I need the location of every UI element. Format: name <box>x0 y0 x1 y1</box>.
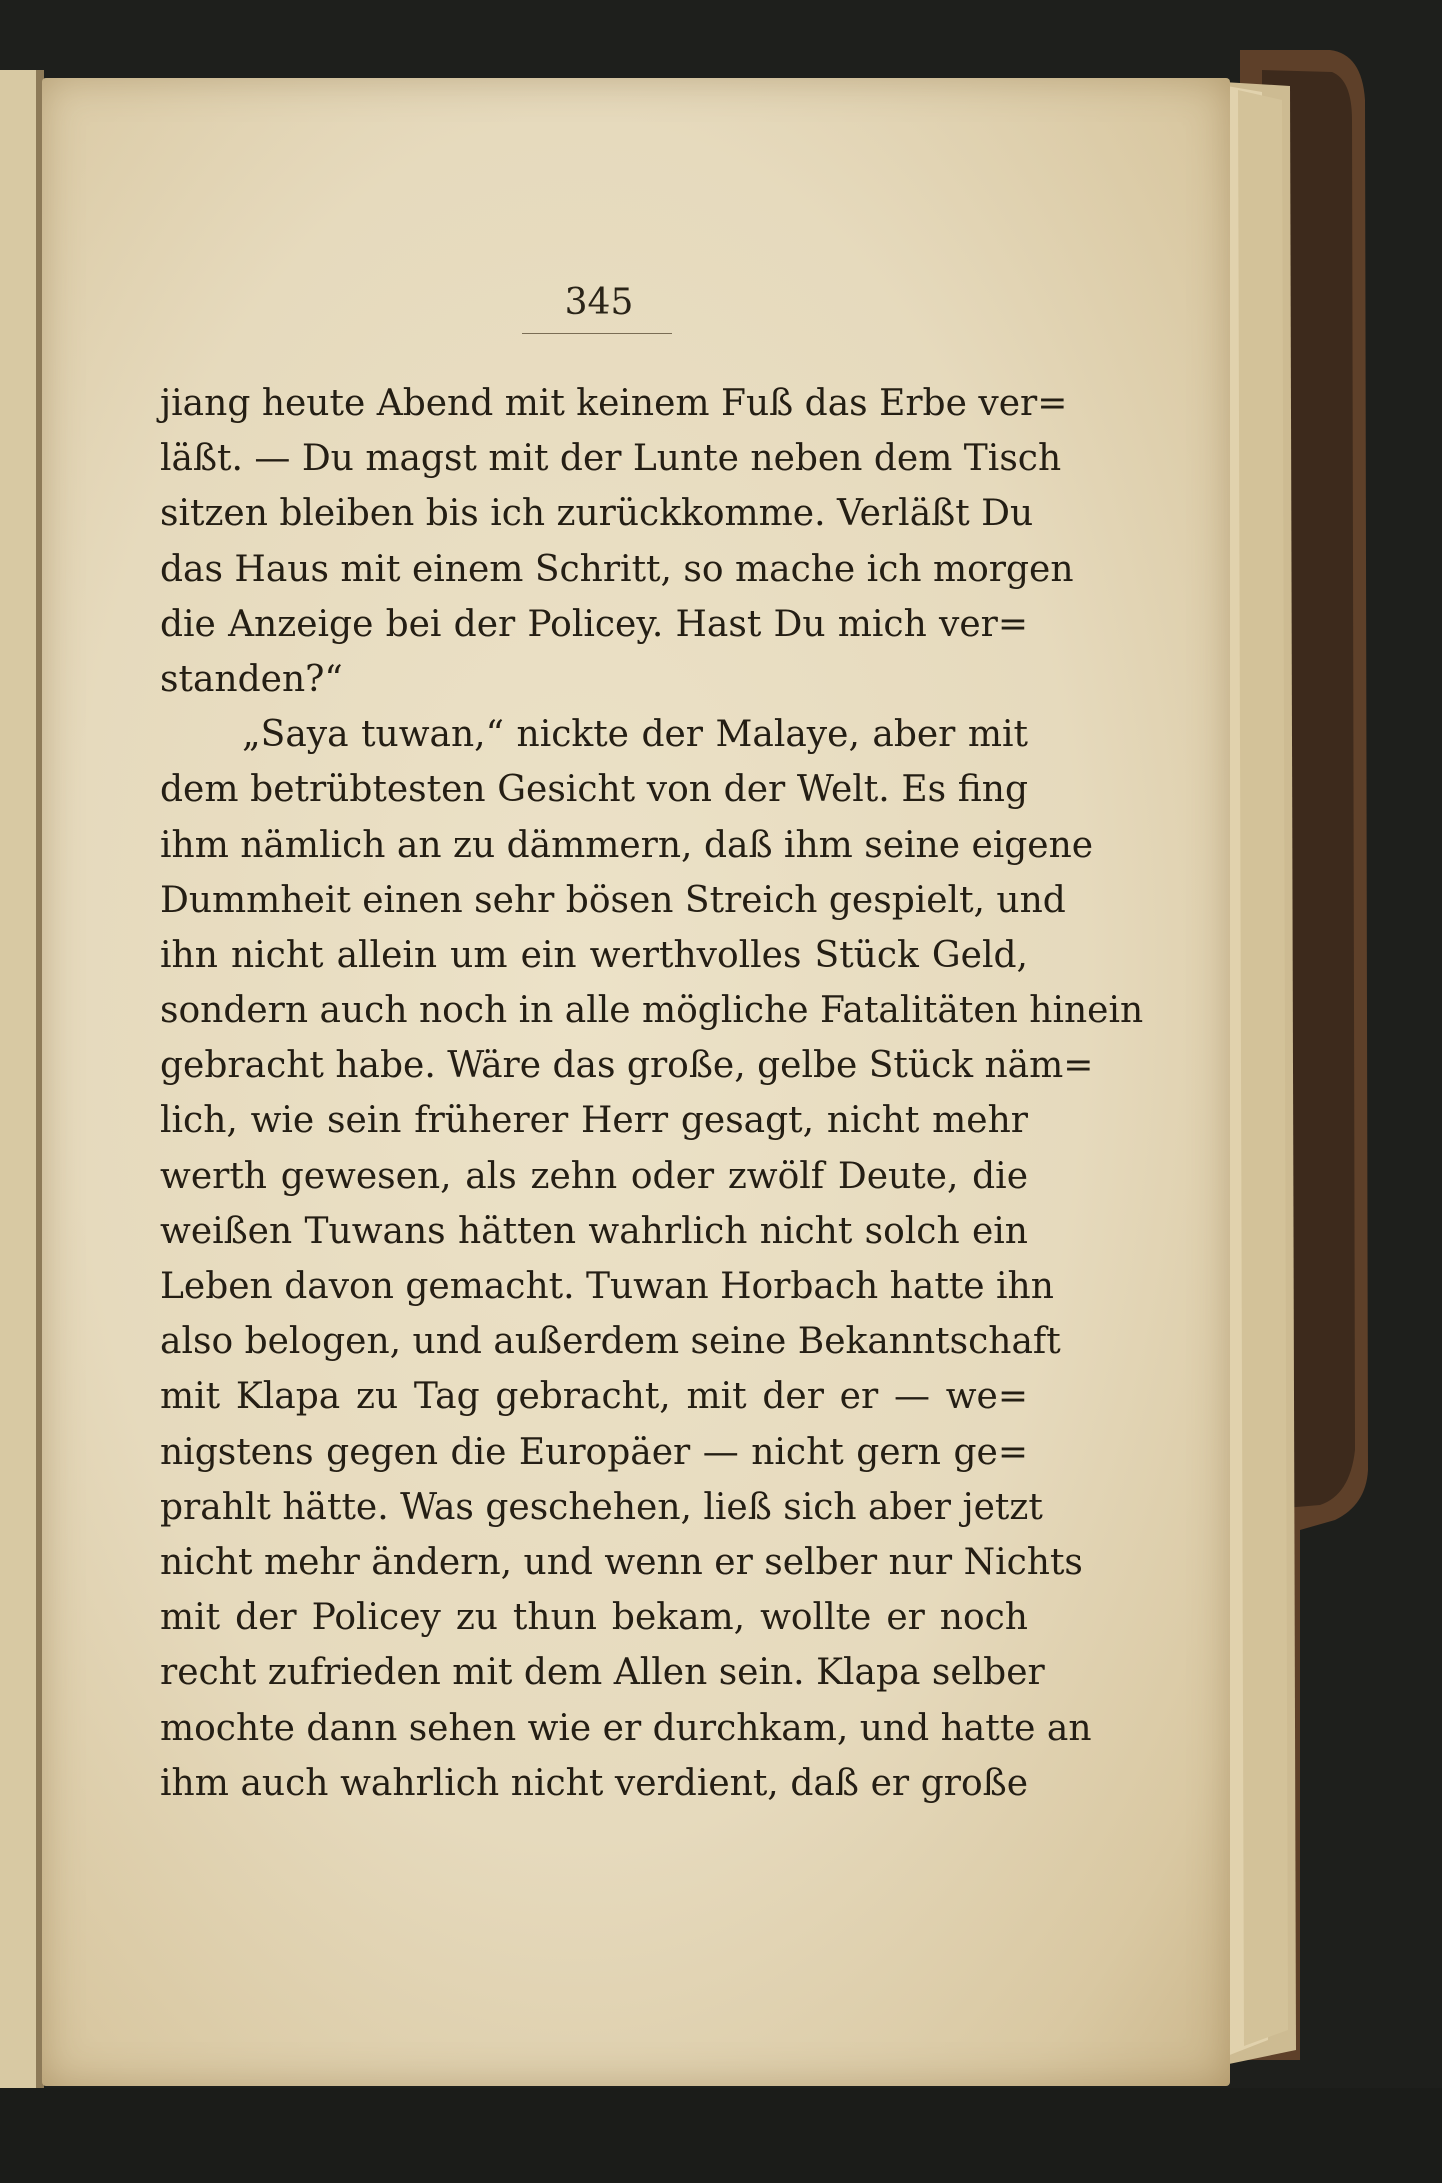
text-line: die Anzeige bei der Policey. Hast Du mich ver= <box>160 603 1028 645</box>
text-line: recht zufrieden mit dem Allen sein. Klapa selber <box>160 1652 1045 1694</box>
header-rule <box>522 333 672 334</box>
text-line: mochte dann sehen wie er durchkam, und hatte an <box>160 1707 1092 1749</box>
text-line: „Saya tuwan,“ nickte der Malaye, aber mit <box>242 714 1028 756</box>
text-line: dem betrübtesten Gesicht von der Welt. Es fing <box>160 769 1028 811</box>
text-line: also belogen, und außerdem seine Bekanntschaft <box>160 1321 1061 1363</box>
text-line: mit der Policey zu thun bekam, wollte er noch <box>160 1597 1028 1639</box>
page-body-text <box>160 376 1144 1811</box>
text-line: weißen Tuwans hätten wahrlich nicht solch ein <box>160 1210 1028 1252</box>
text-line: ihm auch wahrlich nicht verdient, daß er große <box>160 1762 1028 1804</box>
text-line: sondern auch noch in alle mögliche Fatalitäten hinein <box>160 990 1144 1032</box>
text-line: das Haus mit einem Schritt, so mache ich morgen <box>160 548 1074 590</box>
text-line: ihn nicht allein um ein werthvolles Stück Geld, <box>160 934 1028 976</box>
text-line: gebracht habe. Wäre das große, gelbe Stück näm= <box>160 1045 1094 1087</box>
text-line: nigstens gegen die Europäer — nicht gern ge= <box>160 1431 1028 1473</box>
text-line: Leben davon gemacht. Tuwan Horbach hatte ihn <box>160 1266 1054 1307</box>
text-line: werth gewesen, als zehn oder zwölf Deute, die <box>160 1155 1028 1197</box>
text-line: ihm nämlich an zu dämmern, daß ihm seine eigene <box>160 824 1094 866</box>
text-line: läßt. — Du magst mit der Lunte neben dem Tisch <box>160 438 1062 480</box>
text-line: standen?“ <box>160 658 343 700</box>
text-line: lich, wie sein früherer Herr gesagt, nicht mehr <box>160 1100 1028 1142</box>
text-line: nicht mehr ändern, und wenn er selber nur Nichts <box>160 1541 1083 1583</box>
text-line: Dummheit einen sehr bösen Streich gespielt, und <box>160 879 1066 921</box>
text-line: sitzen bleiben bis ich zurückkomme. Verläßt Du <box>160 493 1034 535</box>
text-line: prahlt hätte. Was geschehen, ließ sich aber jetzt <box>160 1486 1043 1528</box>
text-line: mit Klapa zu Tag gebracht, mit der er — we= <box>160 1376 1028 1418</box>
page-number: 345 <box>564 282 634 323</box>
text-line: jiang heute Abend mit keinem Fuß das Erbe ver= <box>160 383 1068 424</box>
